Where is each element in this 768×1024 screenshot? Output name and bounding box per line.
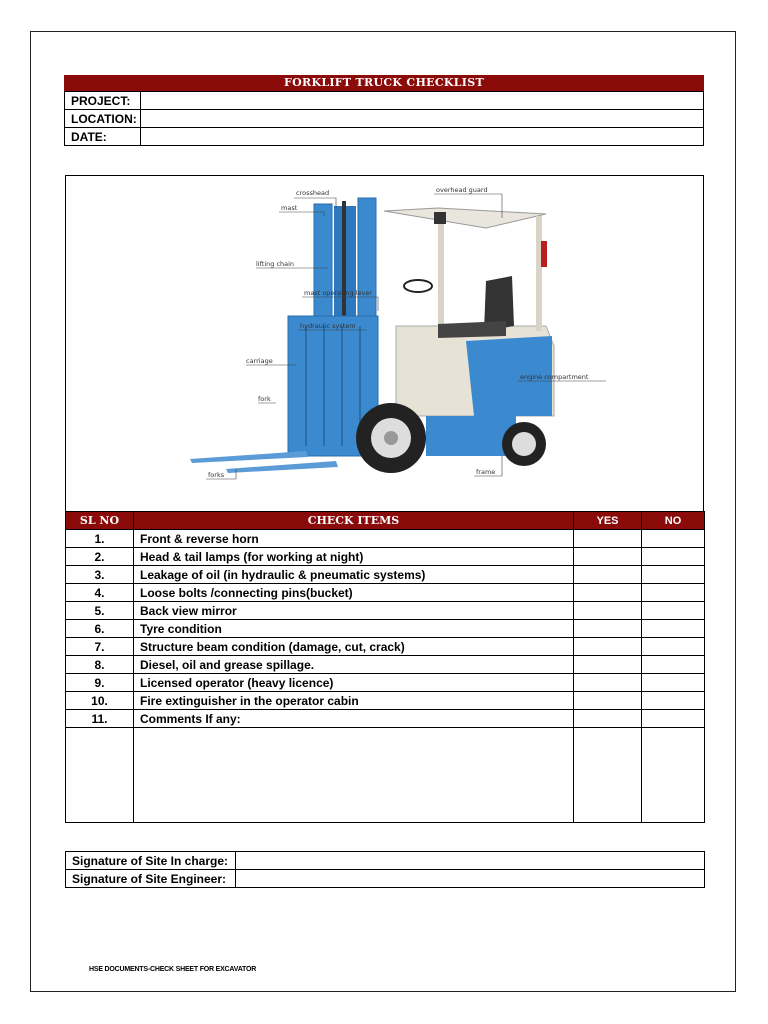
check-item: Loose bolts /connecting pins(bucket) (134, 584, 574, 602)
check-item: Licensed operator (heavy licence) (134, 674, 574, 692)
location-row (65, 110, 704, 128)
location-field[interactable] (141, 110, 704, 128)
forklift-illustration (66, 176, 705, 513)
label-forks: forks (208, 471, 225, 479)
signature-row (66, 852, 705, 870)
no-cell[interactable] (642, 638, 705, 656)
overhead-guard-roof (384, 208, 546, 228)
row-number: 3. (66, 566, 134, 584)
row-number: 7. (66, 638, 134, 656)
check-item: Front & reverse horn (134, 530, 574, 548)
label-hydraulic-system: hydraulic system (300, 322, 356, 330)
check-item: Fire extinguisher in the operator cabin (134, 692, 574, 710)
label-overhead-guard: overhead guard (436, 186, 488, 194)
yes-cell[interactable] (574, 566, 642, 584)
table-row (66, 656, 705, 674)
table-row (66, 566, 705, 584)
yes-cell[interactable] (574, 584, 642, 602)
yes-cell[interactable] (574, 638, 642, 656)
guard-post-rear (536, 216, 542, 331)
comments-field[interactable] (134, 728, 574, 823)
no-cell[interactable] (642, 620, 705, 638)
comments-sl-blank (66, 728, 134, 823)
table-row (66, 548, 705, 566)
comments-no-blank (642, 728, 705, 823)
comments-area-row (66, 728, 705, 823)
row-number: 1. (66, 530, 134, 548)
seat-cushion (438, 321, 506, 338)
fork-right (226, 461, 338, 473)
label-engine-compartment: engine compartment (520, 373, 589, 381)
header-check-items: CHECK ITEMS (134, 512, 574, 530)
table-row (66, 692, 705, 710)
steering-wheel (404, 280, 432, 292)
comments-yes-blank (574, 728, 642, 823)
site-engineer-signature-field[interactable] (236, 870, 705, 888)
row-number: 2. (66, 548, 134, 566)
yes-cell[interactable] (574, 530, 642, 548)
checklist-title: FORKLIFT TRUCK CHECKLIST (64, 75, 704, 91)
no-cell[interactable] (642, 656, 705, 674)
project-field[interactable] (141, 92, 704, 110)
table-row (66, 710, 705, 728)
frame-base (426, 416, 516, 456)
label-crosshead: crosshead (296, 189, 330, 197)
signature-row (66, 870, 705, 888)
label-fork: fork (258, 395, 271, 403)
yes-cell[interactable] (574, 548, 642, 566)
check-item: Structure beam condition (damage, cut, crack) (134, 638, 574, 656)
rear-lamp (541, 241, 547, 267)
signature-table (65, 851, 705, 888)
label-frame: frame (476, 468, 496, 476)
date-row (65, 128, 704, 146)
check-item: Diesel, oil and grease spillage. (134, 656, 574, 674)
project-info-table (64, 91, 704, 146)
row-number: 11. (66, 710, 134, 728)
site-engineer-label: Signature of Site Engineer: (66, 870, 236, 888)
yes-cell[interactable] (574, 674, 642, 692)
head-lamp (434, 212, 446, 224)
checklist-header-row (66, 512, 705, 530)
check-item: Back view mirror (134, 602, 574, 620)
no-cell[interactable] (642, 674, 705, 692)
no-cell[interactable] (642, 530, 705, 548)
row-number: 9. (66, 674, 134, 692)
header-no: NO (642, 512, 705, 530)
no-cell[interactable] (642, 584, 705, 602)
footer-text: HSE DOCUMENTS-CHECK SHEET FOR EXCAVATOR (89, 966, 257, 973)
label-carriage: carriage (246, 357, 273, 365)
no-cell[interactable] (642, 692, 705, 710)
label-mast-operating-lever: mast operating lever (304, 289, 373, 297)
check-item: Tyre condition (134, 620, 574, 638)
no-cell[interactable] (642, 602, 705, 620)
table-row (66, 530, 705, 548)
row-number: 5. (66, 602, 134, 620)
table-row (66, 638, 705, 656)
checklist-table (65, 511, 705, 823)
row-number: 10. (66, 692, 134, 710)
location-label: LOCATION: (65, 110, 141, 128)
yes-cell[interactable] (574, 602, 642, 620)
check-item: Leakage of oil (in hydraulic & pneumatic systems) (134, 566, 574, 584)
check-item: Comments If any: (134, 710, 574, 728)
site-in-charge-signature-field[interactable] (236, 852, 705, 870)
no-cell[interactable] (642, 566, 705, 584)
row-number: 4. (66, 584, 134, 602)
check-item: Head & tail lamps (for working at night) (134, 548, 574, 566)
row-number: 8. (66, 656, 134, 674)
project-label: PROJECT: (65, 92, 141, 110)
table-row (66, 584, 705, 602)
yes-cell[interactable] (574, 656, 642, 674)
table-row (66, 620, 705, 638)
yes-cell[interactable] (574, 710, 642, 728)
no-cell[interactable] (642, 710, 705, 728)
yes-cell[interactable] (574, 620, 642, 638)
no-cell[interactable] (642, 548, 705, 566)
row-number: 6. (66, 620, 134, 638)
date-label: DATE: (65, 128, 141, 146)
header-sl-no: SL NO (66, 512, 134, 530)
yes-cell[interactable] (574, 692, 642, 710)
label-lifting-chain: lifting chain (256, 260, 295, 268)
forklift-diagram-box (65, 175, 704, 512)
table-row (66, 602, 705, 620)
site-in-charge-label: Signature of Site In charge: (66, 852, 236, 870)
project-row (65, 92, 704, 110)
date-field[interactable] (141, 128, 704, 146)
guard-post-front (438, 221, 444, 331)
header-yes: YES (574, 512, 642, 530)
label-mast: mast (281, 204, 298, 212)
fork-left (190, 451, 308, 463)
table-row (66, 674, 705, 692)
